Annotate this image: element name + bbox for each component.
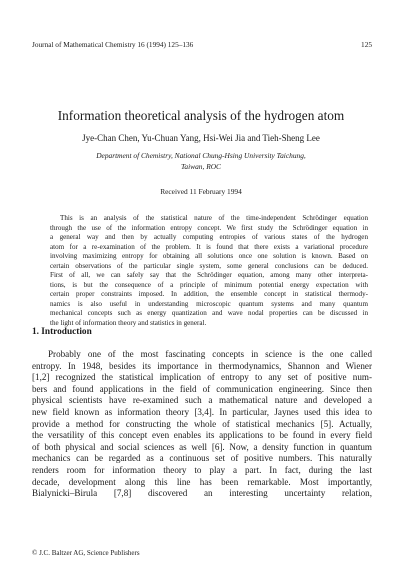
body-line: decade, development along this line has been remarkable. Most importantly,	[32, 476, 372, 487]
body-line: bers and found applications in the field of communication engineering. Since then	[32, 383, 372, 394]
affiliation	[0, 150, 402, 172]
abstract-line: certain observations of the particular single system, some general conclusions can be deduced.	[50, 261, 368, 270]
body-line: mechanics can be regarded as a continuous set of positive numbers. This naturally	[32, 453, 372, 464]
body-line: Bialynicki–Birula [7,8] discovered an interesting uncertainty relation,	[32, 488, 372, 499]
section-heading: 1. Introduction	[32, 327, 92, 337]
abstract	[50, 214, 368, 328]
abstract-line: tions, is but the consequence of a principle of minimum potential energy expectation with	[50, 280, 368, 289]
body-line: of both physical and social sciences as well [6]. Now, a density function in quantum	[32, 441, 372, 452]
abstract-line: mechanical concepts such as energy quantization and wave nodal properties can be discussed in	[50, 309, 368, 317]
body-line: new field known as information theory [3,4]. In particular, Jaynes used this idea to	[32, 406, 372, 417]
abstract-line: namics is also useful in understanding microscopic quantum systems and many quantum	[50, 299, 368, 308]
body-line: physical scientists have re-examined such a mathematical nature and developed a	[32, 395, 372, 406]
affiliation-line-2: Taiwan, ROC	[181, 162, 221, 171]
article-title: Information theoretical analysis of the hydrogen atom	[57, 108, 345, 123]
body-line: [1,2] recognized the statistical implication of entropy to any set of positive num-	[32, 372, 372, 383]
abstract-line: atom for a re-examination of the problem. It is found that there exists a variational procedure	[50, 242, 368, 251]
running-head	[32, 40, 372, 49]
affiliation-line-1: Department of Chemistry, National Chung-Hsing University Taichung,	[96, 151, 306, 160]
abstract-line: certain proper constraints imposed. In addition, the ensemble concept in statistical thermody-	[50, 290, 368, 298]
journal-citation: Journal of Mathematical Chemistry 16 (1994) 125–136	[32, 40, 194, 49]
abstract-line: This is an analysis of the statistical nature of the time-independent Schrödinger equation	[60, 214, 368, 222]
body-line: renders room for information theory to play a part. In fact, during the last	[32, 464, 372, 475]
abstract-line: the light of information theory and statistics in general.	[50, 318, 207, 327]
body-line: Probably one of the most fascinating concepts in science is the one called	[48, 349, 372, 359]
page-number: 125	[361, 40, 372, 49]
body-line: entropy. In 1948, besides its importance in thermodynamics, Shannon and Wiener	[32, 360, 372, 371]
body-line: provide a method for constructing the whole of statistical mechanics [5]. Actually,	[32, 418, 372, 429]
abstract-line: involving maximizing entropy for obtaining all solutions once one solution is known. Based on	[50, 252, 368, 260]
body-paragraph	[32, 349, 372, 500]
author-list: Jye-Chan Chen, Yu-Chuan Yang, Hsi-Wei Jia and Tieh-Sheng Lee	[82, 133, 320, 143]
abstract-line: a general way and then by actually computing entropies of various states of the hydrogen	[50, 233, 368, 241]
received-date: Received 11 February 1994	[160, 187, 242, 196]
abstract-line: through the use of the information entropy concept. We first study the Schrödinger equation in	[50, 223, 368, 232]
body-line: the versatility of this concept even enables its applications to be found in every field	[32, 430, 372, 441]
copyright-notice: © J.C. Baltzer AG, Science Publishers	[32, 549, 140, 557]
abstract-line: First of all, we can safely say that the Schrödinger equation, among many other interpreta-	[50, 271, 368, 279]
